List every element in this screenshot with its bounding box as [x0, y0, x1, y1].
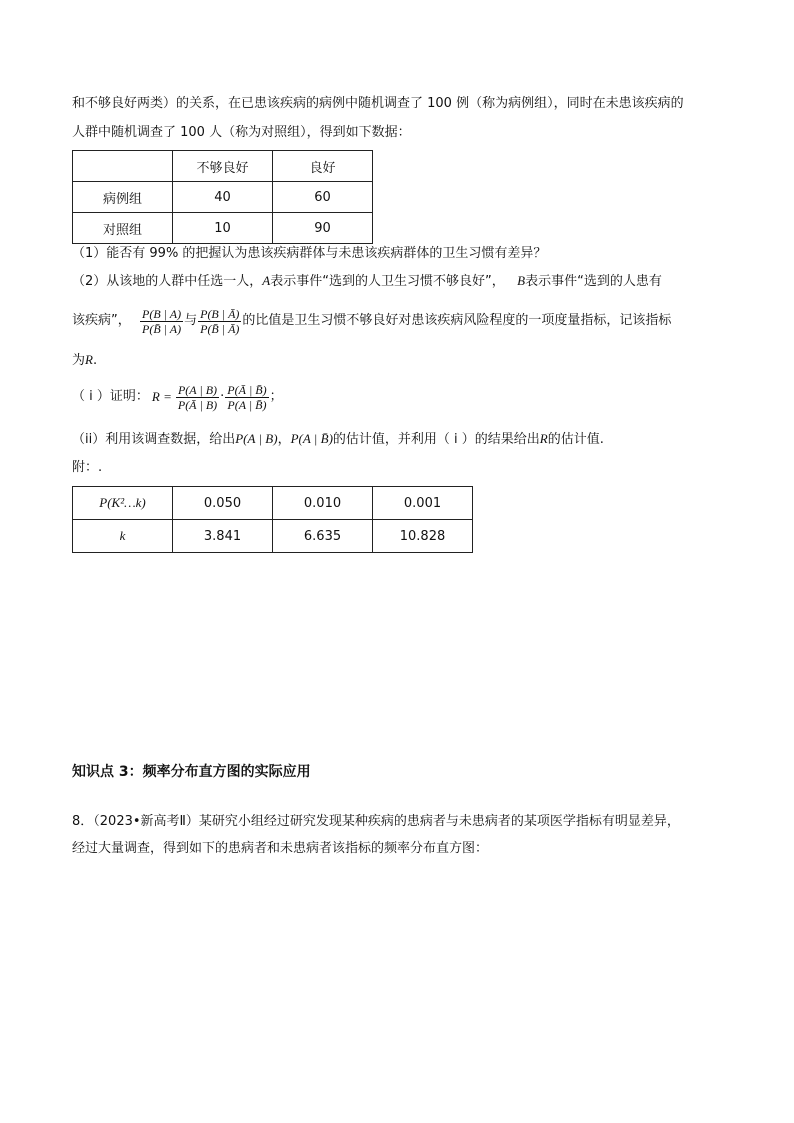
question-2-line-3: [72, 351, 97, 370]
fraction-numerator: P(Ā | B̄): [227, 382, 267, 397]
table-header-cell: P(K²…k): [73, 487, 173, 520]
fraction-numerator: P(A | B): [177, 382, 218, 397]
table-header-cell: 良好: [273, 151, 373, 182]
appendix-label: 附：.: [72, 460, 103, 475]
qii-text: 的估计值.: [547, 432, 604, 447]
table-cell: 0.001: [373, 487, 473, 520]
q2-text: （2）从该地的人群中任选一人，: [72, 274, 263, 289]
table-cell: 60: [273, 182, 373, 213]
fraction-numerator: P(B | A): [142, 306, 182, 321]
q2-text: 的比值是卫生习惯不够良好对患该疾病风险程度的一项度量指标，记该指标: [242, 313, 672, 328]
math-expr: R =: [151, 389, 172, 404]
table-cell: 90: [273, 213, 373, 244]
table-cell: 10: [173, 213, 273, 244]
fraction-denominator: P(B̄ | A): [142, 321, 182, 336]
fraction-denominator: P(A | B̄): [227, 397, 267, 412]
math-var: R: [539, 431, 548, 446]
table-row: [73, 182, 373, 213]
table-cell: 6.635: [273, 520, 373, 553]
intro-line-2: 人群中随机调查了 100 人（称为对照组），得到如下数据：: [72, 125, 411, 140]
table-cell: 0.010: [273, 487, 373, 520]
question-1: （1）能否有 99% 的把握认为患该疾病群体与未患该疾病群体的卫生习惯有差异？: [72, 246, 547, 261]
question-2-i: [72, 378, 283, 416]
fraction-denominator: P(B̄ | Ā): [200, 321, 240, 336]
math-operator: ·: [220, 389, 225, 404]
table-cell: 病例组: [73, 182, 173, 213]
question-2-line-2: [72, 302, 671, 340]
critical-value-table: [72, 486, 473, 553]
q2-text: 表示事件“选到的人卫生习惯不够良好”，: [270, 274, 505, 289]
fraction: [140, 307, 183, 336]
math-var: A: [262, 273, 271, 288]
qii-text: ，: [277, 432, 291, 447]
table-row: [73, 213, 373, 244]
table-header-cell: [73, 151, 173, 182]
qii-text: 的估计值，并利用（ i ）的结果给出: [332, 432, 540, 447]
table-cell: 40: [173, 182, 273, 213]
question-8-line-1: 8．（2023•新高考Ⅱ）某研究小组经过研究发现某种疾病的患病者与未患病者的某项医学指标有明显差异，: [72, 814, 680, 829]
question-2-ii: [72, 430, 604, 449]
table-cell: 3.841: [173, 520, 273, 553]
section-heading: 知识点 3：频率分布直方图的实际应用: [72, 764, 311, 780]
fraction-numerator: P(B | Ā): [200, 306, 240, 321]
table-cell: 10.828: [373, 520, 473, 553]
fraction: [198, 307, 241, 336]
q2-text: 该疾病”，: [72, 313, 131, 328]
math-expr: P(A | B̄): [290, 431, 333, 446]
table-header-cell: k: [73, 520, 173, 553]
math-var: R: [85, 352, 93, 367]
math-expr: P(A | B): [235, 431, 278, 446]
q2-text: .: [92, 353, 98, 368]
table-row: [73, 520, 473, 553]
table-header-cell: 不够良好: [173, 151, 273, 182]
qi-text: ；: [269, 389, 283, 404]
table-cell: 对照组: [73, 213, 173, 244]
q2-text: 与: [184, 313, 198, 328]
q2-text: 为: [72, 353, 86, 368]
question-2-line-1: [72, 272, 662, 291]
intro-line-1: 和不够良好两类）的关系，在已患该疾病的病例中随机调查了 100 例（称为病例组），同时在未患该疾病的: [72, 96, 684, 111]
table-row: [73, 487, 473, 520]
qi-label: （ i ）证明：: [72, 389, 149, 404]
fraction: [176, 383, 219, 412]
fraction: [225, 383, 268, 412]
q2-text: 表示事件“选到的人患有: [525, 274, 662, 289]
table-row: [73, 151, 373, 182]
math-var: B: [517, 273, 526, 288]
qii-text: （ii）利用该调查数据，给出: [72, 432, 236, 447]
table-cell: 0.050: [173, 487, 273, 520]
question-8-line-2: 经过大量调查，得到如下的患病者和未患病者该指标的频率分布直方图：: [72, 841, 489, 856]
fraction-denominator: P(Ā | B): [177, 397, 218, 412]
survey-table: [72, 150, 373, 244]
